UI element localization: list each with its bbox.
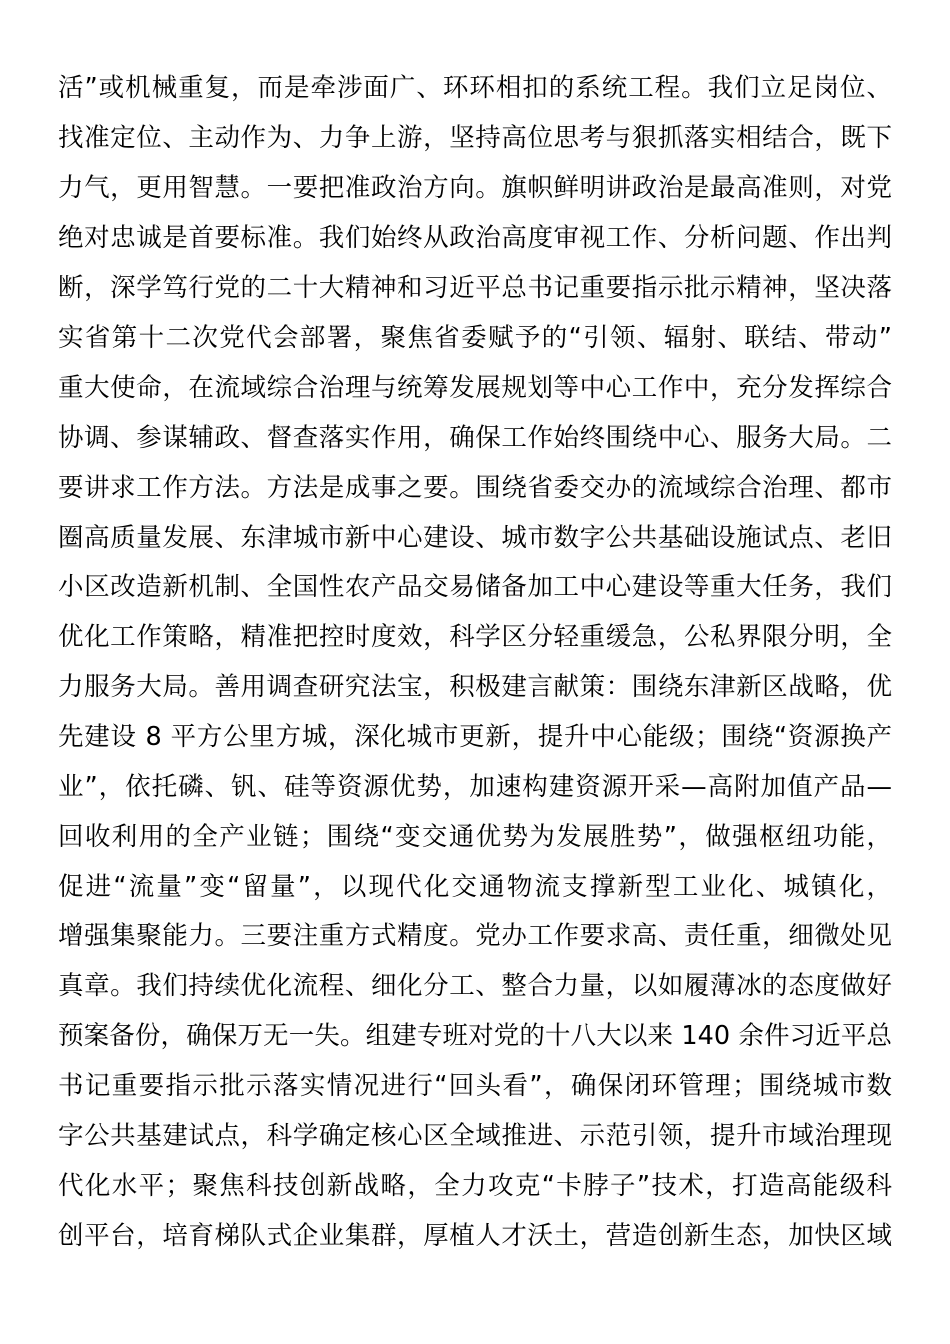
text-line: 预案备份，确保万无一失。组建专班对党的十八大以来 140 余件习近平总	[58, 1021, 892, 1051]
text-line: 实省第十二次党代会部署，聚焦省委赋予的“引领、辐射、联结、带动”	[58, 323, 892, 353]
text-line: 找准定位、主动作为、力争上游，坚持高位思考与狠抓落实相结合，既下	[58, 123, 892, 153]
text-line: 业”，依托磷、钒、硅等资源优势，加速构建资源开采—高附加值产品—	[58, 772, 892, 802]
text-line: 重大使命，在流域综合治理与统筹发展规划等中心工作中，充分发挥综合	[58, 373, 892, 403]
text-line: 增强集聚能力。三要注重方式精度。党办工作要求高、责任重，细微处见	[58, 921, 892, 951]
text-line: 先建设 8 平方公里方城，深化城市更新，提升中心能级；围绕“资源换产	[58, 722, 892, 752]
text-line: 协调、参谋辅政、督查落实作用，确保工作始终围绕中心、服务大局。二	[58, 423, 892, 453]
text-line: 断，深学笃行党的二十大精神和习近平总书记重要指示批示精神，坚决落	[58, 273, 892, 303]
text-line: 圈高质量发展、东津城市新中心建设、城市数字公共基础设施试点、老旧	[58, 523, 892, 553]
text-line: 要讲求工作方法。方法是成事之要。围绕省委交办的流域综合治理、都市	[58, 473, 892, 503]
text-line: 回收利用的全产业链；围绕“变交通优势为发展胜势”，做强枢纽功能，	[58, 822, 892, 852]
text-line: 代化水平；聚焦科技创新战略，全力攻克“卡脖子”技术，打造高能级科	[58, 1171, 892, 1201]
text-line: 小区改造新机制、全国性农产品交易储备加工中心建设等重大任务，我们	[58, 572, 892, 602]
text-line: 力气，更用智慧。一要把准政治方向。旗帜鲜明讲政治是最高准则，对党	[58, 173, 892, 203]
text-line: 促进“流量”变“留量”，以现代化交通物流支撑新型工业化、城镇化，	[58, 872, 892, 902]
text-line: 创平台，培育梯队式企业集群，厚植人才沃土，营造创新生态，加快区域	[58, 1221, 892, 1251]
text-line: 书记重要指示批示落实情况进行“回头看”，确保闭环管理；围绕城市数	[58, 1071, 892, 1101]
text-line: 优化工作策略，精准把控时度效，科学区分轻重缓急，公私界限分明，全	[58, 622, 892, 652]
text-line: 字公共基建试点，科学确定核心区全域推进、示范引领，提升市域治理现	[58, 1121, 892, 1151]
text-line: 真章。我们持续优化流程、细化分工、整合力量，以如履薄冰的态度做好	[58, 971, 892, 1001]
text-line: 活”或机械重复，而是牵涉面广、环环相扣的系统工程。我们立足岗位、	[58, 73, 892, 103]
text-line: 力服务大局。善用调查研究法宝，积极建言献策：围绕东津新区战略，优	[58, 672, 892, 702]
text-line: 绝对忠诚是首要标准。我们始终从政治高度审视工作、分析问题、作出判	[58, 223, 892, 253]
